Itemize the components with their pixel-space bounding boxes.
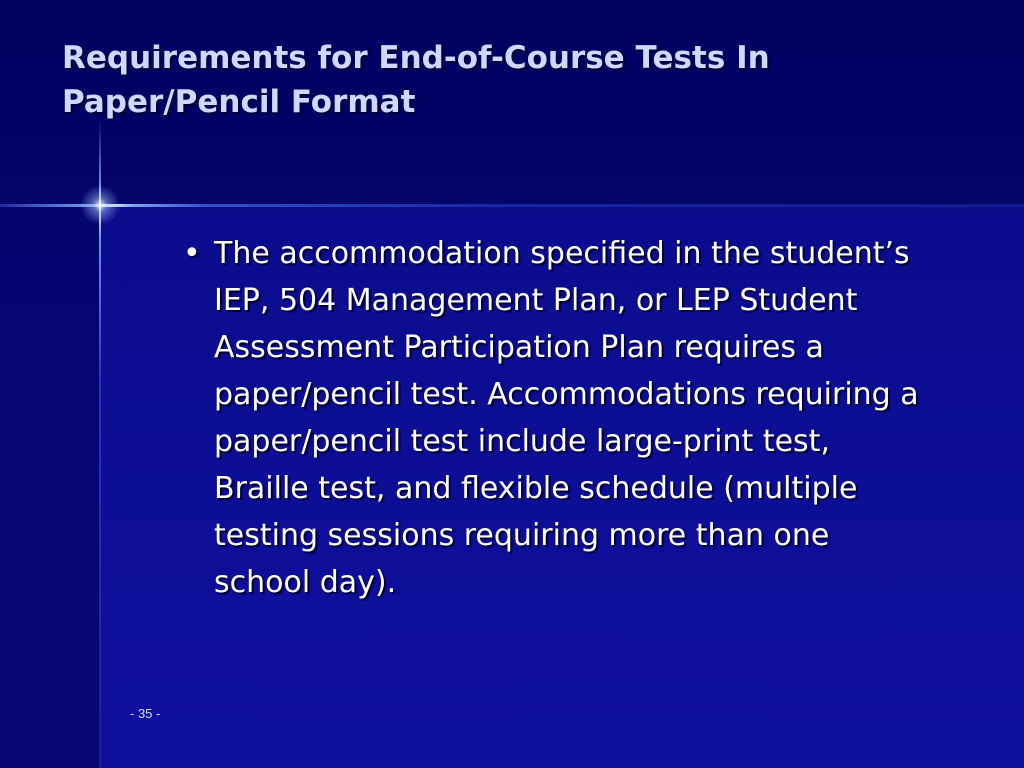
cross-sparkle-icon	[80, 185, 120, 225]
bullet-item	[183, 230, 934, 606]
slide-title: Requirements for End-of-Course Tests In Paper/Pencil Format	[62, 40, 770, 120]
bullet-list	[183, 230, 963, 606]
left-strip	[0, 206, 100, 768]
bullet-text: The accommodation specified in the student’s IEP, 504 Management Plan, or LEP Student Assessment Participation Plan requires a paper/pencil test. Accommodations requiring a paper/pencil test include large-print test, Braille test, and flexible schedule (multiple testing sessions requiring more than one school day).	[214, 236, 919, 600]
page-number: - 35 -	[130, 706, 161, 721]
horizontal-accent-line	[0, 204, 1024, 207]
bullet-icon: •	[183, 236, 201, 271]
